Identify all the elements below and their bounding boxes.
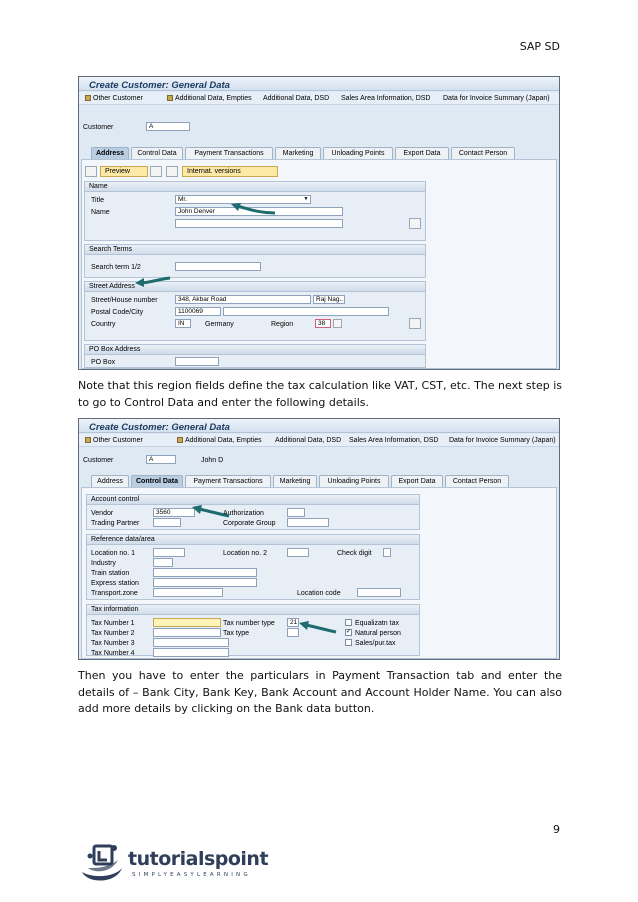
tax-number-type-field[interactable]: 21 [287,618,299,627]
tab-payment-transactions[interactable]: Payment Transactions [185,147,273,159]
tab-unloading-points[interactable]: Unloading Points [323,147,393,159]
tutorialspoint-logo [78,838,278,888]
customer-field[interactable]: A [146,455,176,464]
object-icon[interactable] [85,166,97,177]
po-box-field[interactable] [175,357,219,366]
tab-payment-transactions[interactable]: Payment Transactions [185,475,271,487]
tab-marketing[interactable]: Marketing [275,147,321,159]
tab-address[interactable]: Address [91,475,129,487]
express-station-label: Express station [91,580,139,587]
tax-type-label: Tax type [223,630,250,637]
tax-number-3-field[interactable] [153,638,229,647]
reference-group-title: Reference data/area [87,535,419,545]
tab-strip [79,147,559,159]
sales-tax-checkbox[interactable] [345,639,352,646]
tax-information-group [86,604,420,656]
train-station-field[interactable] [153,568,257,577]
po-box-label: PO Box [91,359,116,366]
po-box-group [84,344,426,368]
street-field[interactable]: 348, Akbar Road [175,295,311,304]
page-header: SAP SD [519,40,560,53]
check-digit-field[interactable] [383,548,391,557]
toolbar-label: Additional Data, Empties [175,95,252,102]
industry-label: Industry [91,560,116,567]
paragraph-1: Note that this region fields define the tax calculation like VAT, CST, etc. The next step is to go to Control Data and enter the following details. [78,379,562,409]
tab-export-data[interactable]: Export Data [395,147,449,159]
toolbar-sales-area[interactable] [349,437,439,444]
region-field[interactable]: 38 [315,319,331,328]
postal-field[interactable]: 1100069 [175,307,221,316]
toolbar-additional-dsd[interactable] [275,437,341,444]
arrow-name-icon [229,203,277,217]
toolbar-label: Additional Data, Empties [185,437,262,444]
tax-number-2-field[interactable] [153,628,221,637]
internat-versions-button[interactable] [182,166,278,177]
industry-field[interactable] [153,558,173,567]
toolbar-label: Data for Invoice Summary (Japan) [449,437,556,444]
window-title: Create Customer: General Data [79,419,559,433]
region-label: Region [271,321,294,328]
tab-unloading-points[interactable]: Unloading Points [319,475,389,487]
title-label: Title [91,197,104,204]
street-address-group [84,281,426,341]
natural-person-checkbox[interactable]: ✓ [346,629,352,635]
trading-partner-field[interactable] [153,518,181,527]
toolbar-label: Other Customer [93,95,143,102]
corporate-group-label: Corporate Group [223,520,276,527]
title-value: Mr. [178,196,188,203]
search-terms-group [84,244,426,278]
location2-label: Location no. 2 [223,550,267,557]
search-group-title: Search Terms [85,245,425,255]
tax-number-4-label: Tax Number 4 [91,650,135,657]
logo-tagline: SIMPLYEASYLEARNING [132,872,251,878]
copy-icon[interactable] [166,166,178,177]
name-field-2[interactable] [175,219,343,228]
page-number: 9 [553,823,560,836]
train-station-label: Train station [91,570,130,577]
tax-number-3-label: Tax Number 3 [91,640,135,647]
customer-label: Customer [83,457,114,464]
tax-number-4-field[interactable] [153,648,229,657]
name-group-title: Name [85,182,425,192]
tab-control-data[interactable]: Control Data [131,147,183,159]
toolbar-label: Additional Data, DSD [263,95,330,102]
logo-emblem-icon [78,838,126,886]
location-code-field[interactable] [357,588,401,597]
application-toolbar [79,434,559,447]
location-code-label: Location code [297,590,341,597]
equalization-tax-label: Equalizatn tax [355,620,399,627]
trading-partner-label: Trading Partner [91,520,140,527]
window-title: Create Customer: General Data [79,77,559,91]
toolbar-invoice-summary[interactable] [449,437,556,444]
customer-field[interactable]: A [146,122,190,131]
search-term-label: Search term 1/2 [91,264,141,271]
country-field[interactable]: IN [175,319,191,328]
city-field[interactable] [223,307,389,316]
toolbar-label: Additional Data, DSD [275,437,342,444]
arrow-tax-type-icon [298,621,338,635]
logo-wordmark: tutorialspoint [128,848,269,870]
preview-button[interactable] [100,166,148,177]
location1-label: Location no. 1 [91,550,135,557]
more-fields-icon[interactable] [409,318,421,329]
more-fields-icon[interactable] [409,218,421,229]
name-field[interactable]: John Denver [175,207,343,216]
street-group-title: Street Address [85,282,425,292]
sales-tax-label: Sales/pur.tax [355,640,396,647]
equalization-tax-checkbox[interactable] [345,619,352,626]
chevron-down-icon: ▼ [303,196,309,202]
toolbar-additional-empties[interactable] [167,95,252,102]
house-number-field[interactable]: Raj Nag.. [313,295,345,304]
search-help-icon[interactable] [333,319,342,328]
arrow-street-icon [134,275,172,287]
street-label: Street/House number [91,297,158,304]
country-label: Country [91,321,116,328]
toolbar-other-customer[interactable] [85,95,143,102]
tax-number-2-label: Tax Number 2 [91,630,135,637]
tab-export-data[interactable]: Export Data [391,475,443,487]
customer-label: Customer [83,124,114,131]
toolbar-invoice-summary[interactable] [443,95,550,102]
tab-contact-person[interactable]: Contact Person [451,147,515,159]
authorization-field[interactable] [287,508,305,517]
express-station-field[interactable] [153,578,257,587]
tab-marketing[interactable]: Marketing [273,475,317,487]
authorization-label: Authorization [223,510,264,517]
corporate-group-field[interactable] [287,518,329,527]
vendor-field[interactable]: 3560 [153,508,195,517]
data-icon [177,437,183,443]
tab-strip [79,475,559,487]
location2-field[interactable] [287,548,309,557]
location1-field[interactable] [153,548,185,557]
tax-number-1-field[interactable] [153,618,221,627]
country-name: Germany [205,321,234,328]
customer-icon [85,95,91,101]
account-group-title: Account control [87,495,419,505]
tax-number-type-label: Tax number type [223,620,275,627]
account-control-group [86,494,420,530]
data-icon [167,95,173,101]
toolbar-sales-area[interactable] [341,95,431,102]
tab-control-data[interactable]: Control Data [131,475,183,487]
preview-label: Preview [105,168,130,175]
tab-address[interactable]: Address [91,147,129,159]
name-label: Name [91,209,110,216]
reference-data-group [86,534,420,600]
toolbar-label: Sales Area Information, DSD [349,437,439,444]
transport-zone-field[interactable] [153,588,223,597]
application-toolbar [79,92,559,105]
arrow-vendor-icon [191,505,231,519]
postal-label: Postal Code/City [91,309,144,316]
natural-person-label: Natural person [355,630,401,637]
check-digit-label: Check digit [337,550,372,557]
tax-group-title: Tax information [87,605,419,615]
paragraph-2: Then you have to enter the particulars in Payment Transaction tab and enter the details of – Bank City, Bank Key, Bank Account and Account Holder Name. You can also add more details by clicking on the Bank data button. [78,669,562,715]
toolbar-label: Other Customer [93,437,143,444]
sap-screenshot-address [78,76,560,370]
po-group-title: PO Box Address [85,345,425,355]
sap-screenshot-control-data [78,418,560,660]
toolbar-additional-empties[interactable] [177,437,262,444]
toolbar-label: Sales Area Information, DSD [341,95,431,102]
toolbar-label: Data for Invoice Summary (Japan) [443,95,550,102]
search-term-field[interactable] [175,262,261,271]
tab-contact-person[interactable]: Contact Person [445,475,509,487]
address-panel [81,159,557,369]
vendor-label: Vendor [91,510,114,517]
toolbar-other-customer[interactable] [85,437,143,444]
tax-number-1-label: Tax Number 1 [91,620,135,627]
customer-name: John D [201,457,224,464]
transport-zone-label: Transport.zone [91,590,138,597]
toolbar-additional-dsd[interactable] [263,95,329,102]
internat-label: Internat. versions [187,168,241,175]
customer-icon [85,437,91,443]
expand-icon[interactable] [150,166,162,177]
